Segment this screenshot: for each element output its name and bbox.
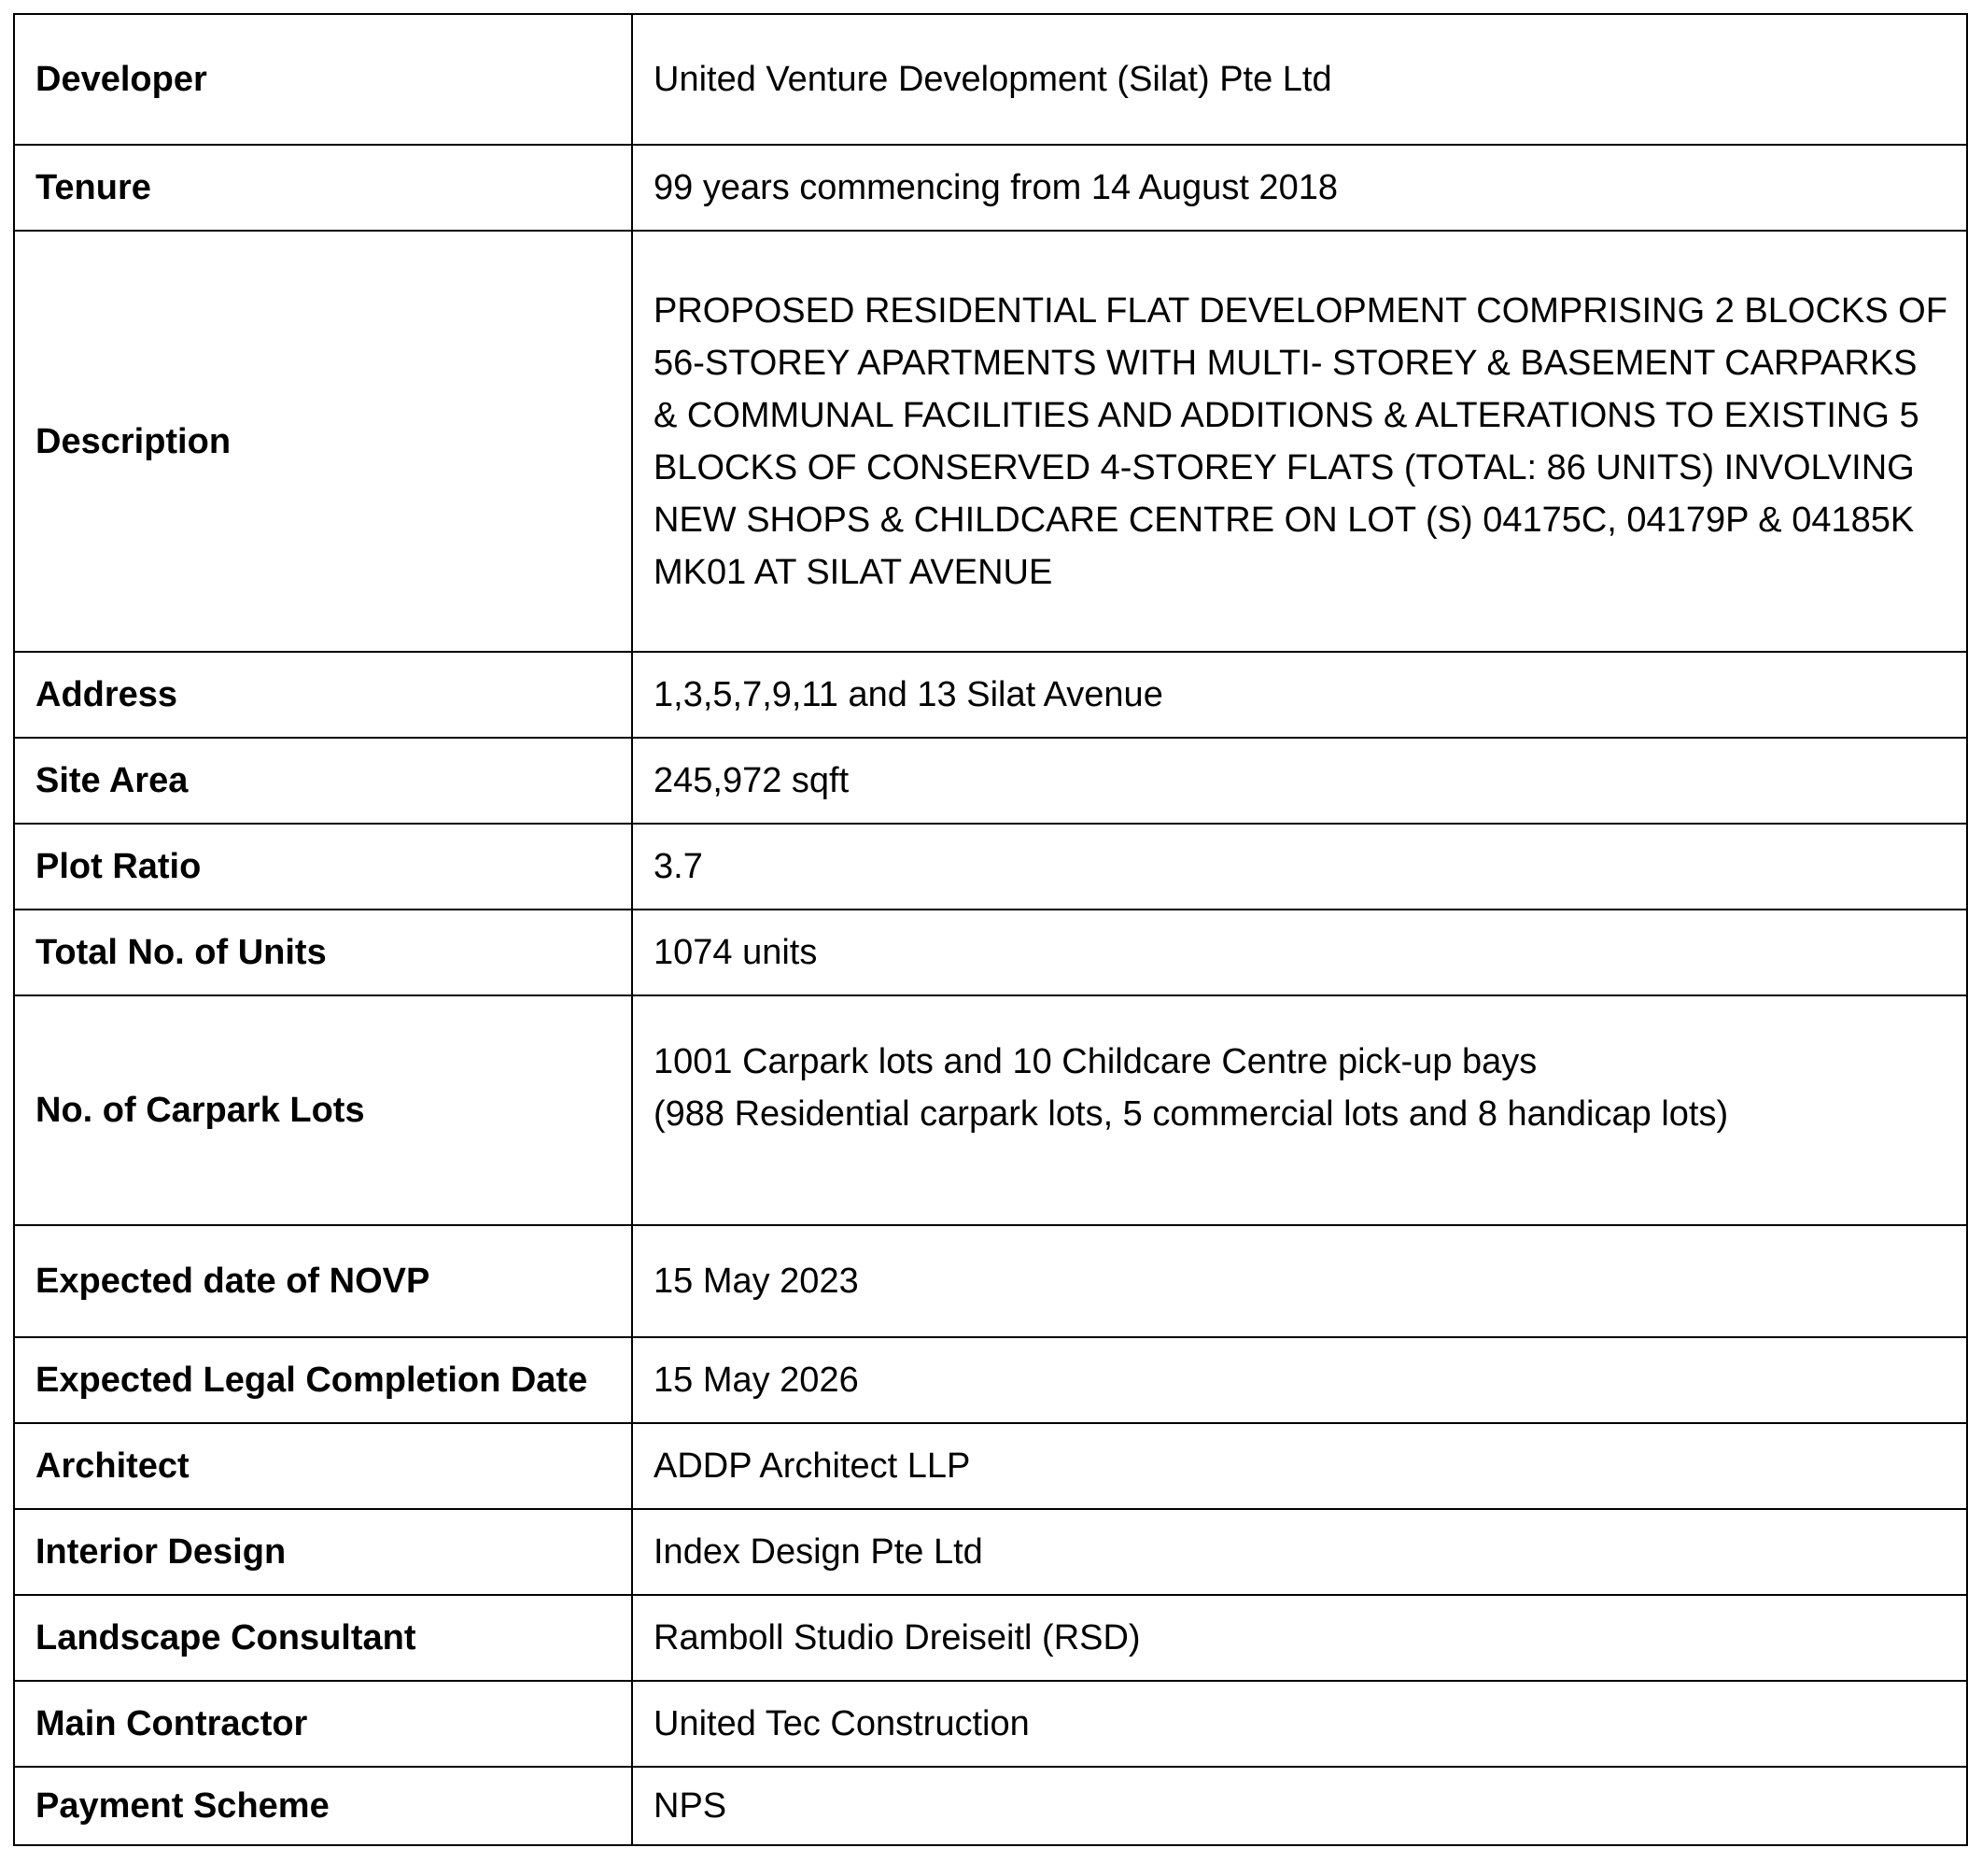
developer-value: United Venture Development (Silat) Pte Ltd (632, 14, 1967, 145)
site-area-value: 245,972 sqft (632, 738, 1967, 824)
description-line: MK01 AT SILAT AVENUE (654, 552, 1053, 592)
address-label: Address (14, 652, 632, 738)
tenure-value: 99 years commencing from 14 August 2018 (632, 145, 1967, 231)
carpark-lots-line: 1001 Carpark lots and 10 Childcare Centre pick-up bays (654, 1042, 1538, 1081)
tenure-label: Tenure (14, 145, 632, 231)
row-interior-design (14, 1509, 1967, 1595)
row-description (14, 231, 1967, 652)
description-line: PROPOSED RESIDENTIAL FLAT DEVELOPMENT COMPRISING 2 BLOCKS OF (654, 290, 1947, 331)
main-contractor-value: United Tec Construction (632, 1681, 1967, 1767)
row-total-units (14, 910, 1967, 995)
carpark-lots-line: (988 Residential carpark lots, 5 commercial lots and 8 handicap lots) (654, 1094, 1729, 1134)
total-units-value: 1074 units (632, 910, 1967, 995)
description-line: NEW SHOPS & CHILDCARE CENTRE ON LOT (S) 04175C, 04179P & 04185K (654, 500, 1915, 540)
row-address (14, 652, 1967, 738)
description-line: 56-STOREY APARTMENTS WITH MULTI- STOREY & BASEMENT CARPARKS (654, 343, 1918, 383)
plot-ratio-value: 3.7 (632, 824, 1967, 910)
novp-date-value: 15 May 2023 (632, 1225, 1967, 1337)
description-line: & COMMUNAL FACILITIES AND ADDITIONS & ALTERATIONS TO EXISTING 5 (654, 395, 1919, 435)
site-area-label: Site Area (14, 738, 632, 824)
plot-ratio-label: Plot Ratio (14, 824, 632, 910)
project-fact-table (13, 13, 1968, 1846)
main-contractor-label: Main Contractor (14, 1681, 632, 1767)
address-value: 1,3,5,7,9,11 and 13 Silat Avenue (632, 652, 1967, 738)
novp-date-label: Expected date of NOVP (14, 1225, 632, 1337)
payment-scheme-label: Payment Scheme (14, 1767, 632, 1845)
payment-scheme-value: NPS (632, 1767, 1967, 1845)
row-legal-completion-date (14, 1337, 1967, 1423)
row-developer (14, 14, 1967, 145)
row-payment-scheme (14, 1767, 1967, 1845)
row-novp-date (14, 1225, 1967, 1337)
landscape-consultant-label: Landscape Consultant (14, 1595, 632, 1681)
description-label: Description (14, 231, 632, 652)
row-main-contractor (14, 1681, 1967, 1767)
interior-design-label: Interior Design (14, 1509, 632, 1595)
row-architect (14, 1423, 1967, 1509)
architect-label: Architect (14, 1423, 632, 1509)
carpark-lots-label: No. of Carpark Lots (14, 995, 632, 1225)
row-site-area (14, 738, 1967, 824)
row-tenure (14, 145, 1967, 231)
total-units-label: Total No. of Units (14, 910, 632, 995)
carpark-lots-value (632, 995, 1967, 1225)
description-line: BLOCKS OF CONSERVED 4-STOREY FLATS (TOTAL: 86 UNITS) INVOLVING (654, 447, 1915, 487)
row-plot-ratio (14, 824, 1967, 910)
description-value (632, 231, 1967, 652)
architect-value: ADDP Architect LLP (632, 1423, 1967, 1509)
row-carpark-lots (14, 995, 1967, 1225)
landscape-consultant-value: Ramboll Studio Dreiseitl (RSD) (632, 1595, 1967, 1681)
row-landscape-consultant (14, 1595, 1967, 1681)
legal-completion-date-label: Expected Legal Completion Date (14, 1337, 632, 1423)
interior-design-value: Index Design Pte Ltd (632, 1509, 1967, 1595)
developer-label: Developer (14, 14, 632, 145)
legal-completion-date-value: 15 May 2026 (632, 1337, 1967, 1423)
